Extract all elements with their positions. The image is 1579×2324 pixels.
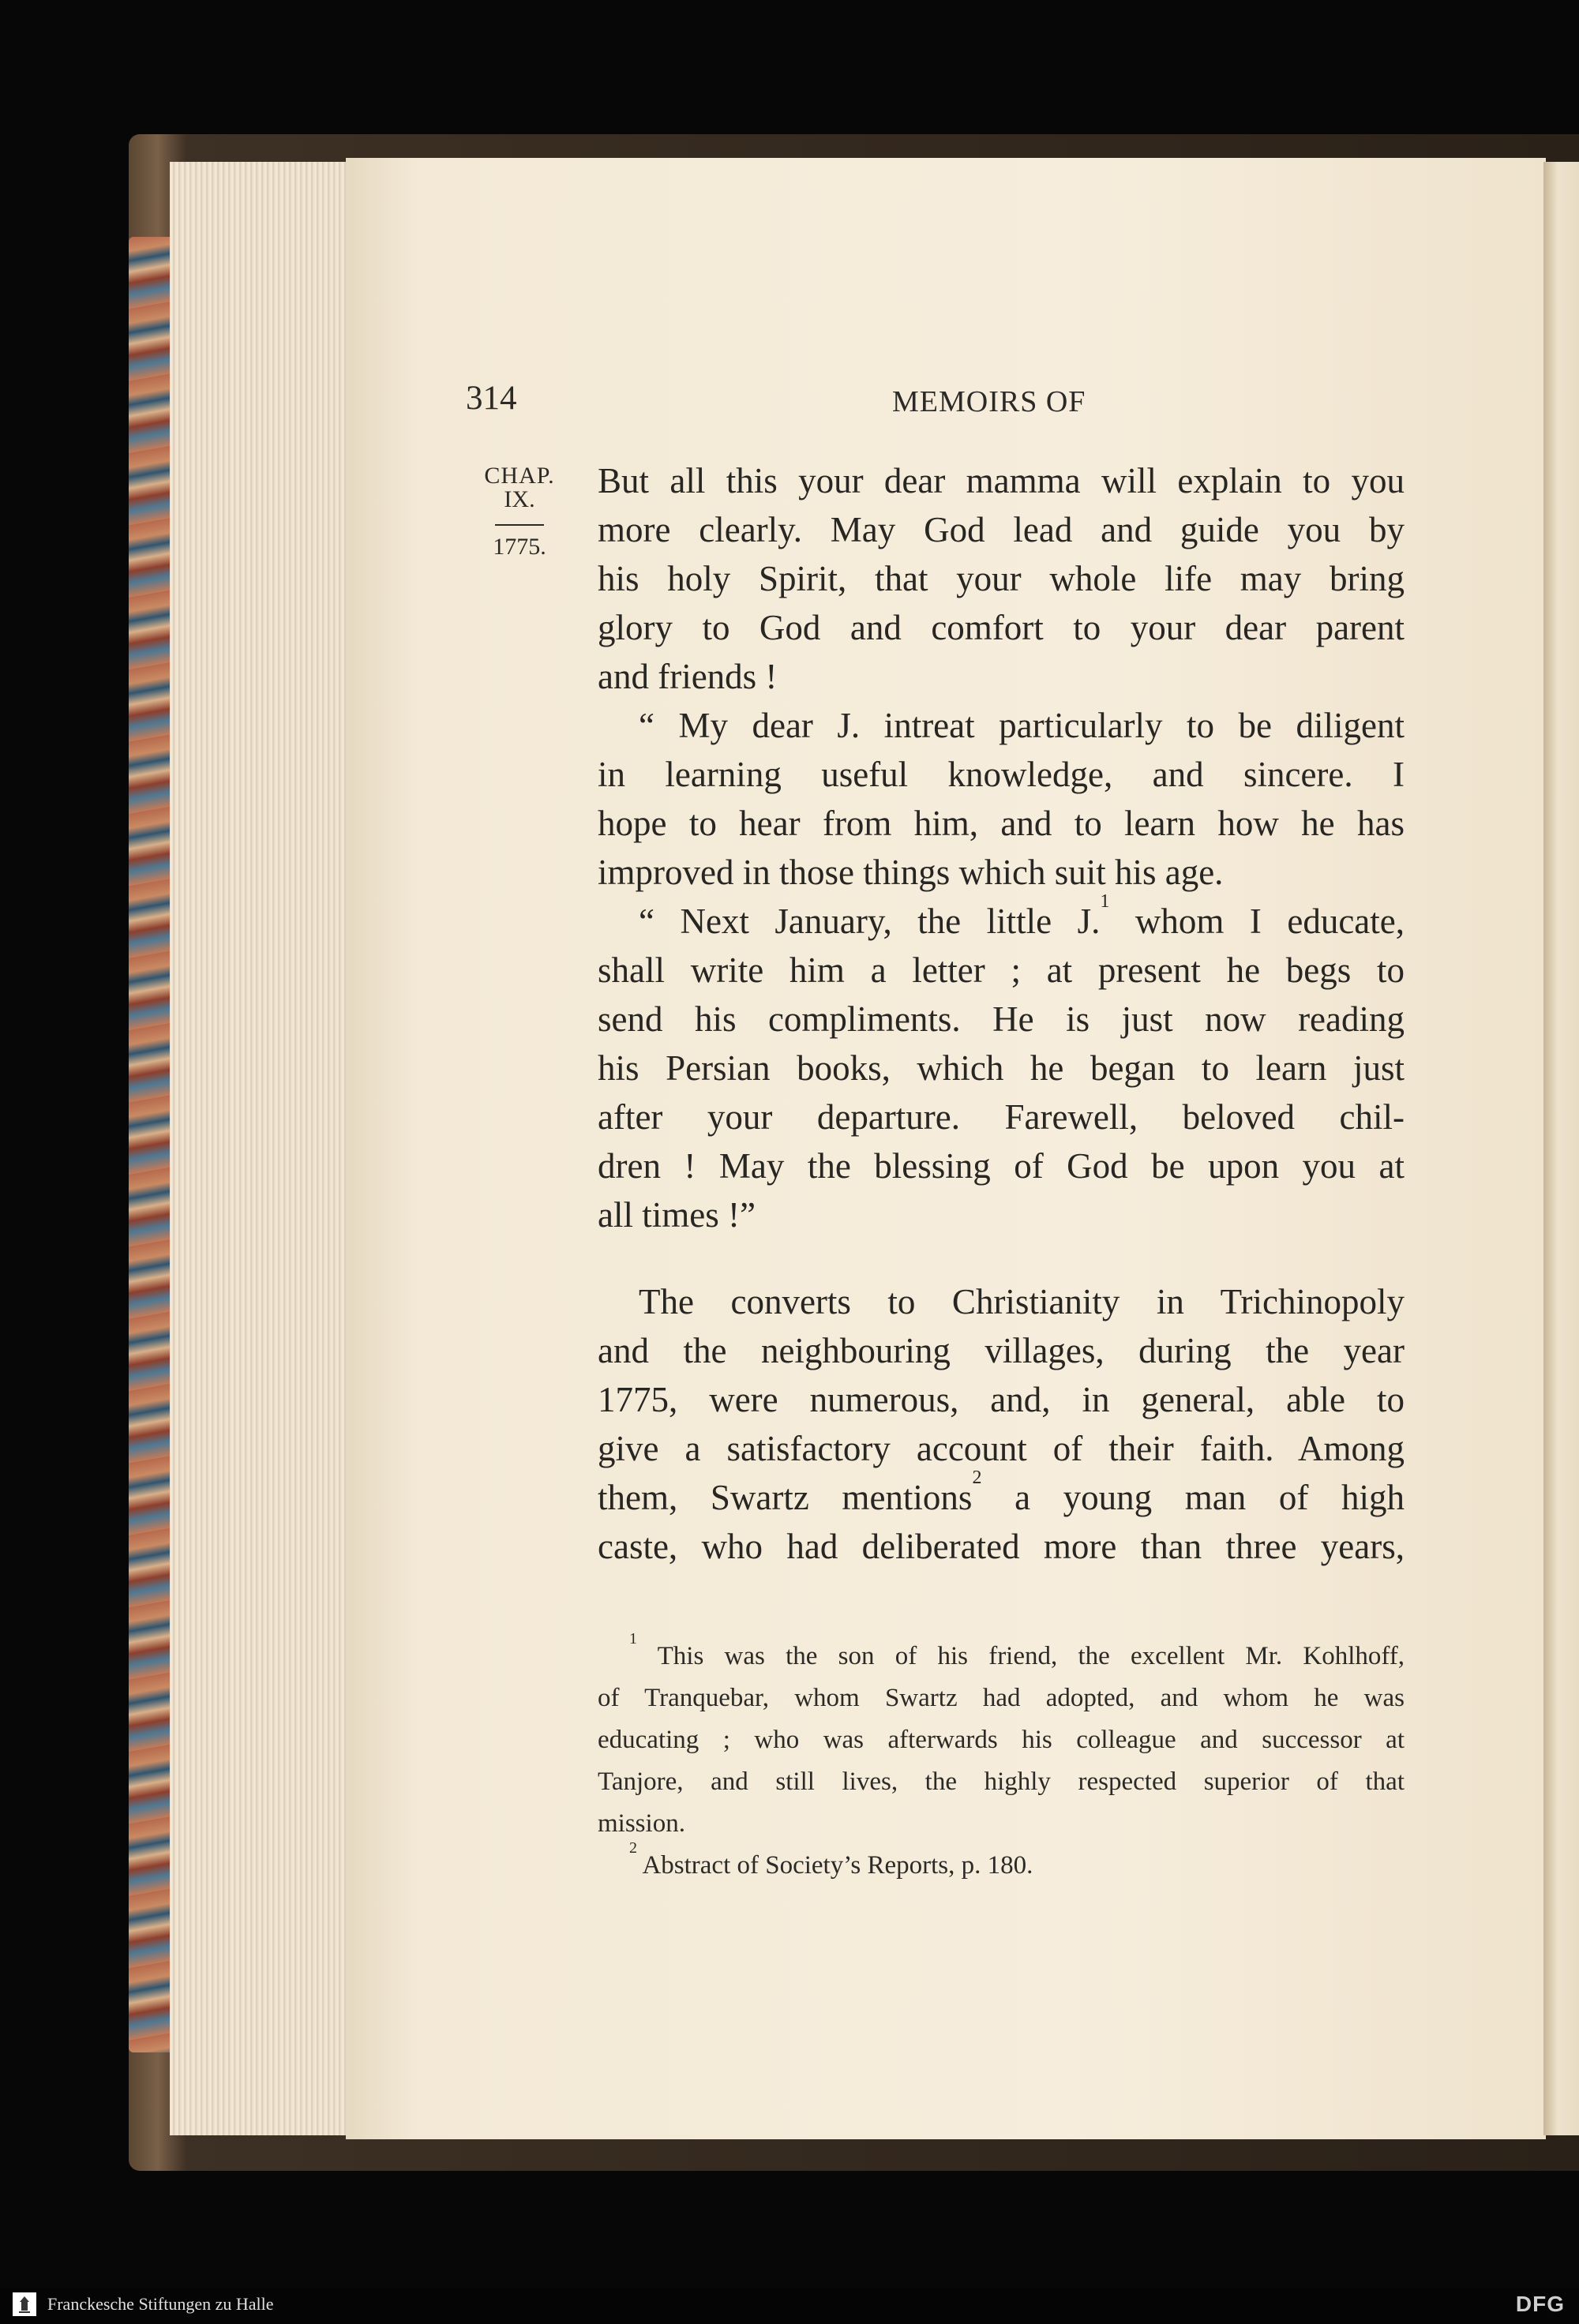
marbled-edge — [129, 237, 174, 2052]
text-line-content: “ My dear J. intreat particularly to be diligent — [639, 706, 1405, 745]
footnote-text: This was the son of his friend, the excellent Mr. Kohlhoff, — [657, 1642, 1405, 1670]
page-stack — [170, 162, 351, 2135]
text-line: his holy Spirit, that your whole life may bring — [598, 559, 1405, 598]
text-line: all times !” — [598, 1195, 756, 1235]
text-line: dren ! May the blessing of God be upon you at — [598, 1146, 1405, 1186]
text-line: 1775, were numerous, and, in general, able to — [598, 1380, 1405, 1419]
body-text — [598, 456, 1405, 1571]
footnote-line: of Tranquebar, whom Swartz had adopted, and whom he was — [598, 1684, 1405, 1712]
footnote-line: educating ; who was afterwards his colleague and successor at — [598, 1726, 1405, 1754]
text-line: and the neighbouring villages, during the year — [598, 1331, 1405, 1370]
paragraph-gap — [598, 1239, 1405, 1277]
footnote-line: mission. — [598, 1809, 685, 1838]
chapter-number: IX. — [504, 486, 535, 512]
margin-year: 1775. — [493, 534, 546, 560]
footnote-marker-2: 2 — [629, 1839, 637, 1857]
text-segment: whom I educate, — [1109, 901, 1405, 941]
running-head: MEMOIRS OF — [892, 385, 1086, 418]
text-line: his Persian books, which he began to learn just — [598, 1048, 1405, 1088]
text-line — [598, 1467, 1405, 1522]
text-line: improved in those things which suit his age. — [598, 853, 1224, 892]
text-line: shall write him a letter ; at present he begs to — [598, 950, 1405, 990]
margin-note — [483, 464, 556, 559]
footnote-text: Abstract of Society’s Reports, p. 180. — [642, 1851, 1033, 1880]
footnote-line — [598, 1630, 1405, 1677]
text-line: But all this your dear mamma will explain to you — [598, 461, 1405, 500]
text-line: in learning useful knowledge, and sincere. I — [598, 755, 1405, 794]
dfg-logo: DFG — [1515, 2292, 1565, 2316]
text-line: caste, who had deliberated more than three years, — [598, 1527, 1405, 1566]
text-line — [598, 1277, 1405, 1326]
facing-page-edge — [1543, 162, 1579, 2135]
text-line — [598, 891, 1405, 946]
text-line: give a satisfactory account of their faith. Among — [598, 1429, 1405, 1468]
page-number: 314 — [466, 380, 517, 417]
text-segment: a young man of high — [981, 1478, 1405, 1517]
footnote-marker-1: 1 — [629, 1630, 637, 1647]
margin-rule — [495, 524, 544, 526]
footnote-ref-1: 1 — [1100, 891, 1110, 912]
text-line: after your departure. Farewell, beloved chil- — [598, 1097, 1405, 1137]
institution-logo-icon — [13, 2292, 36, 2316]
text-line: hope to hear from him, and to learn how he has — [598, 804, 1405, 843]
text-line: send his compliments. He is just now reading — [598, 999, 1405, 1039]
institution-name: Franckesche Stiftungen zu Halle — [47, 2294, 274, 2314]
text-line: and friends ! — [598, 657, 778, 696]
text-segment: “ Next January, the little J. — [639, 901, 1101, 941]
footnotes — [598, 1630, 1405, 1887]
text-line: glory to God and comfort to your dear parent — [598, 608, 1405, 647]
chapter-label: CHAP. — [484, 463, 555, 489]
footnote-line: Tanjore, and still lives, the highly respected superior of that — [598, 1767, 1405, 1796]
text-line: more clearly. May God lead and guide you by — [598, 510, 1405, 549]
text-line — [598, 701, 1405, 750]
text-line-content: The converts to Christianity in Trichinopoly — [639, 1282, 1405, 1321]
text-segment: them, Swartz mentions — [598, 1478, 973, 1517]
footnote-ref-2: 2 — [972, 1467, 982, 1488]
footnote-line — [598, 1839, 1405, 1887]
